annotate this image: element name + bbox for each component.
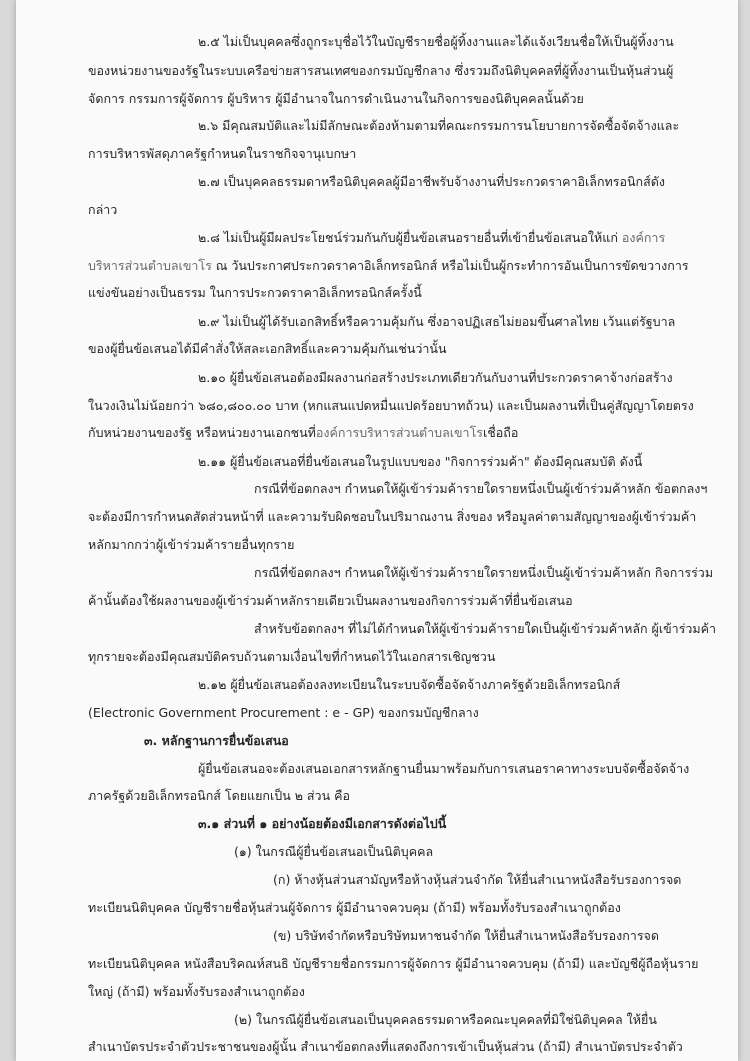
- clause-2-10-line-2: ในวงเงินไม่น้อยกว่า ๖๘๐,๘๐๐.๐๐ บาท (หกแสนแปดหมื่นแปดร้อยบาทถ้วน) และเป็นผลงานที่เป็นคู่สัญญาโดยตรง: [88, 398, 694, 413]
- section-3-line-2: ภาครัฐด้วยอิเล็กทรอนิกส์ โดยแยกเป็น ๒ ส่วน คือ: [88, 788, 350, 803]
- clause-2-10-text: กับหน่วยงานของรัฐ หรือหน่วยงานเอกชนที่: [88, 425, 316, 440]
- clause-2-5-line-2: ของหน่วยงานของรัฐในระบบเครือข่ายสารสนเทศของกรมบัญชีกลาง ซึ่งรวมถึงนิติบุคคลที่ผู้ทิ้งงานเป็นหุ้นส่วนผู้: [88, 63, 674, 78]
- section-3-line-1: ผู้ยื่นข้อเสนอจะต้องเสนอเอกสารหลักฐานยื่นมาพร้อมกับการเสนอราคาทางระบบจัดซื้อจัดจ้าง: [198, 761, 690, 776]
- section-3-1-heading: ๓.๑ ส่วนที่ ๑ อย่างน้อยต้องมีเอกสารดังต่อไปนี้: [198, 816, 447, 831]
- clause-2-6-line-1: ๒.๖ มีคุณสมบัติและไม่มีลักษณะต้องห้ามตามที่คณะกรรมการนโยบายการจัดซื้อจัดจ้างและ: [198, 118, 680, 133]
- clause-2-5-line-3: จัดการ กรรมการผู้จัดการ ผู้บริหาร ผู้มีอำนาจในการดำเนินงานในกิจการของนิติบุคคลนั้นด้วย: [88, 91, 584, 106]
- item-1-a-line-1: (ก) ห้างหุ้นส่วนสามัญหรือห้างหุ้นส่วนจำกัด ให้ยื่นสำเนาหนังสือรับรองการจด: [273, 872, 682, 887]
- clause-2-12-line-1: ๒.๑๒ ผู้ยื่นข้อเสนอต้องลงทะเบียนในระบบจัดซื้อจัดจ้างภาครัฐด้วยอิเล็กทรอนิกส์: [198, 677, 621, 692]
- clause-2-5-line-1: ๒.๕ ไม่เป็นบุคคลซึ่งถูกระบุชื่อไว้ในบัญชีรายชื่อผู้ทิ้งงานและได้แจ้งเวียนชื่อให้เป็นผู้ทิ้งงาน: [198, 34, 674, 49]
- clause-2-8-text: ณ วันประกาศประกวดราคาอิเล็กทรอนิกส์ หรือไม่เป็นผู้กระทำการอันเป็นการขัดขวางการ: [211, 258, 689, 273]
- clause-2-8-text: ๒.๘ ไม่เป็นผู้มีผลประโยชน์ร่วมกันกับผู้ยื่นข้อเสนอรายอื่นที่เข้ายื่นข้อเสนอให้แก่: [198, 230, 622, 245]
- clause-2-11-line-3: จะต้องมีการกำหนดสัดส่วนหน้าที่ และความรับผิดชอบในปริมาณงาน สิ่งของ หรือมูลค่าตามสัญญาของผู้เข้าร่วมค้า: [88, 509, 697, 524]
- item-1-b-line-3: ใหญ่ (ถ้ามี) พร้อมทั้งรับรองสำเนาถูกต้อง: [88, 984, 305, 999]
- clause-2-6-line-2: การบริหารพัสดุภาครัฐกำหนดในราชกิจจานุเบกษา: [88, 146, 357, 161]
- item-1-b-line-1: (ข) บริษัทจำกัดหรือบริษัทมหาชนจำกัด ให้ยื่นสำเนาหนังสือรับรองการจด: [273, 928, 659, 943]
- clause-2-11-line-5: กรณีที่ข้อตกลงฯ กำหนดให้ผู้เข้าร่วมค้ารายใดรายหนึ่งเป็นผู้เข้าร่วมค้าหลัก กิจการร่วม: [254, 565, 714, 580]
- org-name-faint: บริหารส่วนตำบลเขาโร: [88, 258, 212, 273]
- clause-2-7-line-2: กล่าว: [88, 202, 118, 217]
- clause-2-11-line-1: ๒.๑๑ ผู้ยื่นข้อเสนอที่ยื่นข้อเสนอในรูปแบบของ "กิจการร่วมค้า" ต้องมีคุณสมบัติ ดังนี้: [198, 454, 643, 469]
- section-3-heading: ๓. หลักฐานการยื่นข้อเสนอ: [144, 733, 289, 748]
- clause-2-10-line-3: [88, 424, 518, 442]
- clause-2-8-line-2: [88, 257, 689, 275]
- item-1-b-line-2: ทะเบียนนิติบุคคล หนังสือบริคณห์สนธิ บัญชีรายชื่อกรรมการผู้จัดการ ผู้มีอำนาจควบคุม (ถ้ามี) และบัญชีผู้ถือหุ้นราย: [88, 956, 699, 971]
- clause-2-9-line-1: ๒.๙ ไม่เป็นผู้ได้รับเอกสิทธิ์หรือความคุ้มกัน ซึ่งอาจปฏิเสธไม่ยอมขึ้นศาลไทย เว้นแต่รัฐบาล: [198, 314, 676, 329]
- item-1-a-line-2: ทะเบียนนิติบุคคล บัญชีรายชื่อหุ้นส่วนผู้จัดการ ผู้มีอำนาจควบคุม (ถ้ามี) พร้อมทั้งรับรองสำเนาถูกต้อง: [88, 900, 621, 915]
- clause-2-11-line-7: สำหรับข้อตกลงฯ ที่ไม่ได้กำหนดให้ผู้เข้าร่วมค้ารายใดเป็นผู้เข้าร่วมค้าหลัก ผู้เข้าร่วมค้า: [254, 621, 717, 636]
- org-name-faint: องค์การบริหารส่วนตำบลเขาโร: [315, 425, 484, 440]
- clause-2-8-line-3: แข่งขันอย่างเป็นธรรม ในการประกวดราคาอิเล็กทรอนิกส์ครั้งนี้: [88, 285, 422, 300]
- clause-2-11-line-8: ทุกรายจะต้องมีคุณสมบัติครบถ้วนตามเงื่อนไขที่กำหนดไว้ในเอกสารเชิญชวน: [88, 649, 496, 664]
- clause-2-12-line-2: (Electronic Government Procurement : e - GP) ของกรมบัญชีกลาง: [88, 705, 479, 720]
- clause-2-8-line-1: [198, 229, 665, 247]
- item-1-line: (๑) ในกรณีผู้ยื่นข้อเสนอเป็นนิติบุคคล: [234, 844, 434, 859]
- clause-2-11-line-2: กรณีที่ข้อตกลงฯ กำหนดให้ผู้เข้าร่วมค้ารายใดรายหนึ่งเป็นผู้เข้าร่วมค้าหลัก ข้อตกลงฯ: [254, 481, 708, 496]
- clause-2-7-line-1: ๒.๗ เป็นบุคคลธรรมดาหรือนิติบุคคลผู้มีอาชีพรับจ้างงานที่ประกวดราคาอิเล็กทรอนิกส์ดัง: [198, 174, 665, 189]
- org-name-faint: องค์การ: [621, 230, 666, 245]
- clause-2-9-line-2: ของผู้ยื่นข้อเสนอได้มีคำสั่งให้สละเอกสิทธิ์และความคุ้มกันเช่นว่านั้น: [88, 341, 447, 356]
- clause-2-10-line-1: ๒.๑๐ ผู้ยื่นข้อเสนอต้องมีผลงานก่อสร้างประเภทเดียวกันกับงานที่ประกวดราคาจ้างก่อสร้าง: [198, 370, 673, 385]
- clause-2-10-text: เชื่อถือ: [483, 425, 519, 440]
- item-2-line-1: (๒) ในกรณีผู้ยื่นข้อเสนอเป็นบุคคลธรรมดาหรือคณะบุคคลที่มิใช่นิติบุคคล ให้ยื่น: [234, 1012, 657, 1027]
- document-page: [16, 0, 738, 1061]
- clause-2-11-line-4: หลักมากกว่าผู้เข้าร่วมค้ารายอื่นทุกราย: [88, 537, 295, 552]
- clause-2-11-line-6: ค้านั้นต้องใช้ผลงานของผู้เข้าร่วมค้าหลักรายเดียวเป็นผลงานของกิจการร่วมค้าที่ยื่นข้อเสนอ: [88, 593, 573, 608]
- item-2-line-2: สำเนาบัตรประจำตัวประชาชนของผู้นั้น สำเนาข้อตกลงที่แสดงถึงการเข้าเป็นหุ้นส่วน (ถ้ามี) สำเนาบัตรประจำตัว: [88, 1039, 683, 1054]
